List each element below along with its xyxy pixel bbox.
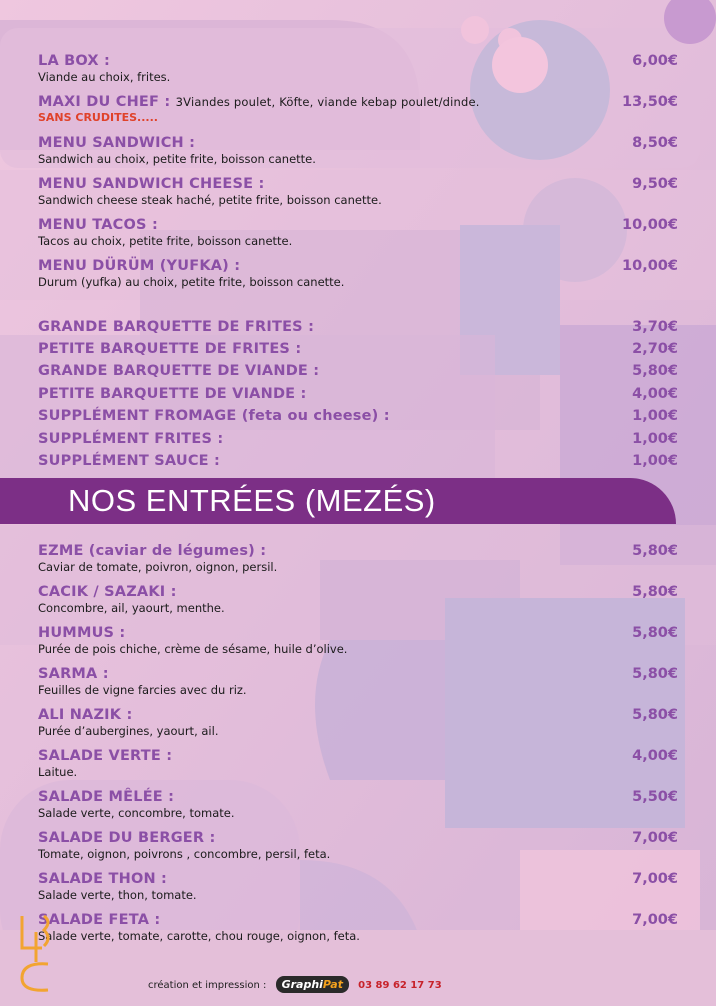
- item-description: Tomate, oignon, poivrons , concombre, persil, feta.: [38, 847, 331, 861]
- menu-item: [38, 175, 678, 208]
- item-price: 4,00€: [632, 386, 678, 402]
- item-name: MENU TACOS :: [38, 217, 158, 233]
- entree-item: [38, 829, 678, 862]
- item-name: MAXI DU CHEF :: [38, 94, 171, 110]
- item-description: Durum (yufka) au choix, petite frite, boisson canette.: [38, 275, 345, 289]
- extra-item: [38, 385, 678, 403]
- entree-item: [38, 911, 678, 944]
- item-name: SALADE DU BERGER :: [38, 830, 216, 846]
- item-description: Purée d’aubergines, yaourt, ail.: [38, 724, 219, 738]
- extra-item: [38, 340, 678, 358]
- item-name: LA BOX :: [38, 53, 110, 69]
- item-price: 5,80€: [632, 666, 678, 682]
- item-price: 5,80€: [632, 363, 678, 379]
- item-price: 8,50€: [632, 135, 678, 151]
- item-name: ALI NAZIK :: [38, 707, 133, 723]
- entree-item: [38, 624, 678, 657]
- item-name: SALADE VERTE :: [38, 748, 173, 764]
- item-price: 5,80€: [632, 584, 678, 600]
- item-description: Caviar de tomate, poivron, oignon, persil.: [38, 560, 278, 574]
- item-price: 5,80€: [632, 707, 678, 723]
- item-name: SALADE FETA :: [38, 912, 161, 928]
- footer-credit: création et impression :: [148, 980, 267, 991]
- extra-item: [38, 452, 678, 470]
- item-price: 3,70€: [632, 319, 678, 335]
- item-price: 5,50€: [632, 789, 678, 805]
- item-description: Sandwich au choix, petite frite, boisson canette.: [38, 152, 316, 166]
- item-description: Viande au choix, frites.: [38, 70, 171, 84]
- item-name: GRANDE BARQUETTE DE VIANDE :: [38, 363, 320, 379]
- item-name: MENU SANDWICH CHEESE :: [38, 176, 265, 192]
- item-price: 7,00€: [632, 912, 678, 928]
- item-description: Tacos au choix, petite frite, boisson canette.: [38, 234, 293, 248]
- menu-item: [38, 216, 678, 249]
- item-description: Purée de pois chiche, crème de sésame, huile d’olive.: [38, 642, 348, 656]
- item-description: Salade verte, thon, tomate.: [38, 888, 197, 902]
- logo-accent-text: Pat: [322, 978, 343, 991]
- item-name: SUPPLÉMENT FRITES :: [38, 431, 224, 447]
- entree-item: [38, 542, 678, 575]
- item-price: 10,00€: [622, 217, 678, 233]
- item-price: 5,80€: [632, 543, 678, 559]
- printer-logo: [276, 976, 349, 993]
- logo-text: Graphi: [281, 978, 323, 991]
- entree-item: [38, 665, 678, 698]
- entree-item: [38, 788, 678, 821]
- extra-item: [38, 362, 678, 380]
- item-name: GRANDE BARQUETTE DE FRITES :: [38, 319, 315, 335]
- item-price: 4,00€: [632, 748, 678, 764]
- item-name: PETITE BARQUETTE DE VIANDE :: [38, 386, 307, 402]
- menu-item: [38, 52, 678, 85]
- item-price: 9,50€: [632, 176, 678, 192]
- item-price: 10,00€: [622, 258, 678, 274]
- item-price: 1,00€: [632, 408, 678, 424]
- item-price: 1,00€: [632, 431, 678, 447]
- item-name: EZME (caviar de légumes) :: [38, 543, 267, 559]
- entree-item: [38, 706, 678, 739]
- phone-number: 03 89 62 17 73: [358, 980, 442, 991]
- item-description: Salade verte, tomate, carotte, chou rouge, oignon, feta.: [38, 929, 360, 943]
- item-price: 7,00€: [632, 830, 678, 846]
- item-description: Sandwich cheese steak haché, petite frite, boisson canette.: [38, 193, 382, 207]
- item-price: 6,00€: [632, 53, 678, 69]
- item-name: SALADE MÊLÉE :: [38, 789, 175, 805]
- extra-item: [38, 430, 678, 448]
- entree-item: [38, 583, 678, 616]
- section-title: NOS ENTRÉES (MEZÉS): [68, 483, 436, 518]
- entree-item: [38, 747, 678, 780]
- menu-item: [38, 134, 678, 167]
- item-name: MENU SANDWICH :: [38, 135, 196, 151]
- menu-item: [38, 257, 678, 290]
- item-description: Salade verte, concombre, tomate.: [38, 806, 235, 820]
- stamp-logo: [14, 912, 56, 994]
- item-description: Feuilles de vigne farcies avec du riz.: [38, 683, 247, 697]
- item-name: SUPPLÉMENT FROMAGE (feta ou cheese) :: [38, 408, 390, 424]
- item-name: SARMA :: [38, 666, 109, 682]
- warning-note: SANS CRUDITES.....: [38, 111, 158, 124]
- item-price: 5,80€: [632, 625, 678, 641]
- item-name: CACIK / SAZAKI :: [38, 584, 177, 600]
- extra-item: [38, 318, 678, 336]
- item-price: 7,00€: [632, 871, 678, 887]
- item-description: Concombre, ail, yaourt, menthe.: [38, 601, 225, 615]
- item-name-line: [38, 93, 678, 111]
- item-price: 2,70€: [632, 341, 678, 357]
- item-name: MENU DÜRÜM (YUFKA) :: [38, 258, 241, 274]
- item-price: 13,50€: [622, 94, 678, 110]
- item-name: SUPPLÉMENT SAUCE :: [38, 453, 221, 469]
- entree-item: [38, 870, 678, 903]
- item-name: HUMMUS :: [38, 625, 126, 641]
- item-name: PETITE BARQUETTE DE FRITES :: [38, 341, 302, 357]
- item-description: Laitue.: [38, 765, 78, 779]
- item-name: SALADE THON :: [38, 871, 168, 887]
- footer: [148, 976, 442, 993]
- extra-item: [38, 407, 678, 425]
- menu-item: [38, 93, 678, 125]
- item-description: 3Viandes poulet, Köfte, viande kebap poulet/dinde.: [175, 95, 480, 109]
- item-price: 1,00€: [632, 453, 678, 469]
